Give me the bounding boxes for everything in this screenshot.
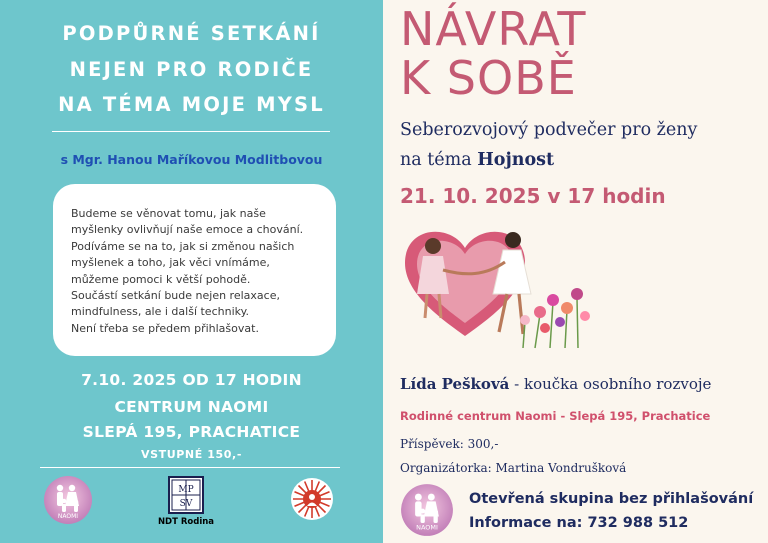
description-line: mindfulness, ale i další techniky. bbox=[71, 305, 250, 319]
svg-text:MP: MP bbox=[178, 485, 194, 495]
mpsv-logo bbox=[168, 476, 204, 514]
description-line: Podíváme se na to, jak si změnou našich bbox=[71, 239, 295, 253]
info-phone: Informace na: 732 988 512 bbox=[469, 515, 689, 531]
description-text bbox=[71, 206, 329, 337]
speaker-name: Lída Pešková bbox=[400, 375, 510, 393]
open-group: Otevřená skupina bez přihlašování bbox=[469, 491, 754, 507]
naomi-logo-text: NAOMI bbox=[57, 513, 79, 520]
speaker-line bbox=[400, 375, 711, 393]
ndt-rodina-label: NDT Rodina bbox=[157, 517, 215, 527]
naomi-logo-right bbox=[400, 483, 454, 537]
naomi-logo-right-text: NAOMI bbox=[416, 523, 438, 532]
subtitle-prefix: na téma bbox=[400, 150, 478, 170]
right-event-date: 21. 10. 2025 v 17 hodin bbox=[400, 184, 666, 208]
right-venue: Rodinné centrum Naomi - Slepá 195, Prachatice bbox=[400, 409, 711, 423]
left-title-line-1: PODPŮRNÉ SETKÁNÍ bbox=[62, 22, 321, 45]
divider-bottom bbox=[40, 467, 340, 468]
right-subtitle-line-2 bbox=[400, 150, 554, 170]
description-line: Budeme se věnovat tomu, jak naše bbox=[71, 207, 266, 220]
heart-illustration bbox=[395, 218, 595, 354]
left-title-line-3: NA TÉMA MOJE MYSL bbox=[58, 93, 325, 116]
left-title-line-2: NEJEN PRO RODIČE bbox=[69, 58, 314, 81]
left-poster bbox=[0, 0, 383, 543]
speaker-role: - koučka osobního rozvoje bbox=[509, 375, 712, 393]
organizer: Organizátorka: Martina Vondrušková bbox=[400, 461, 627, 475]
description-line: můžeme pomoci k větší pohodě. bbox=[71, 272, 251, 286]
subtitle-topic: Hojnost bbox=[477, 150, 555, 170]
right-poster bbox=[383, 0, 768, 543]
right-title-line-1: NÁVRAT bbox=[400, 2, 587, 56]
entry-fee: VSTUPNÉ 150,- bbox=[141, 448, 242, 461]
divider-top bbox=[52, 131, 330, 132]
right-title-line-2: K SOBĚ bbox=[400, 51, 577, 105]
presenter-line: s Mgr. Hanou Maříkovou Modlitbovou bbox=[60, 152, 323, 167]
event-date: 7.10. 2025 OD 17 HODIN bbox=[81, 371, 302, 389]
event-venue: CENTRUM NAOMI bbox=[114, 398, 269, 416]
sun-logo bbox=[290, 477, 334, 521]
right-subtitle-line-1: Seberozvojový podvečer pro ženy bbox=[400, 120, 698, 140]
event-address: SLEPÁ 195, PRACHATICE bbox=[82, 423, 301, 441]
description-line: Není třeba se předem přihlašovat. bbox=[71, 321, 259, 335]
description-line: myšlenky ovlivňují naše emoce a chování. bbox=[71, 223, 304, 237]
description-line: Součástí setkání bude nejen relaxace, bbox=[71, 289, 280, 303]
naomi-logo bbox=[43, 475, 93, 525]
description-line: myšlenek a toho, jak věci vnímáme, bbox=[71, 256, 270, 270]
svg-text:SV: SV bbox=[179, 499, 193, 509]
contribution: Příspěvek: 300,- bbox=[400, 437, 499, 451]
description-card bbox=[53, 184, 336, 356]
